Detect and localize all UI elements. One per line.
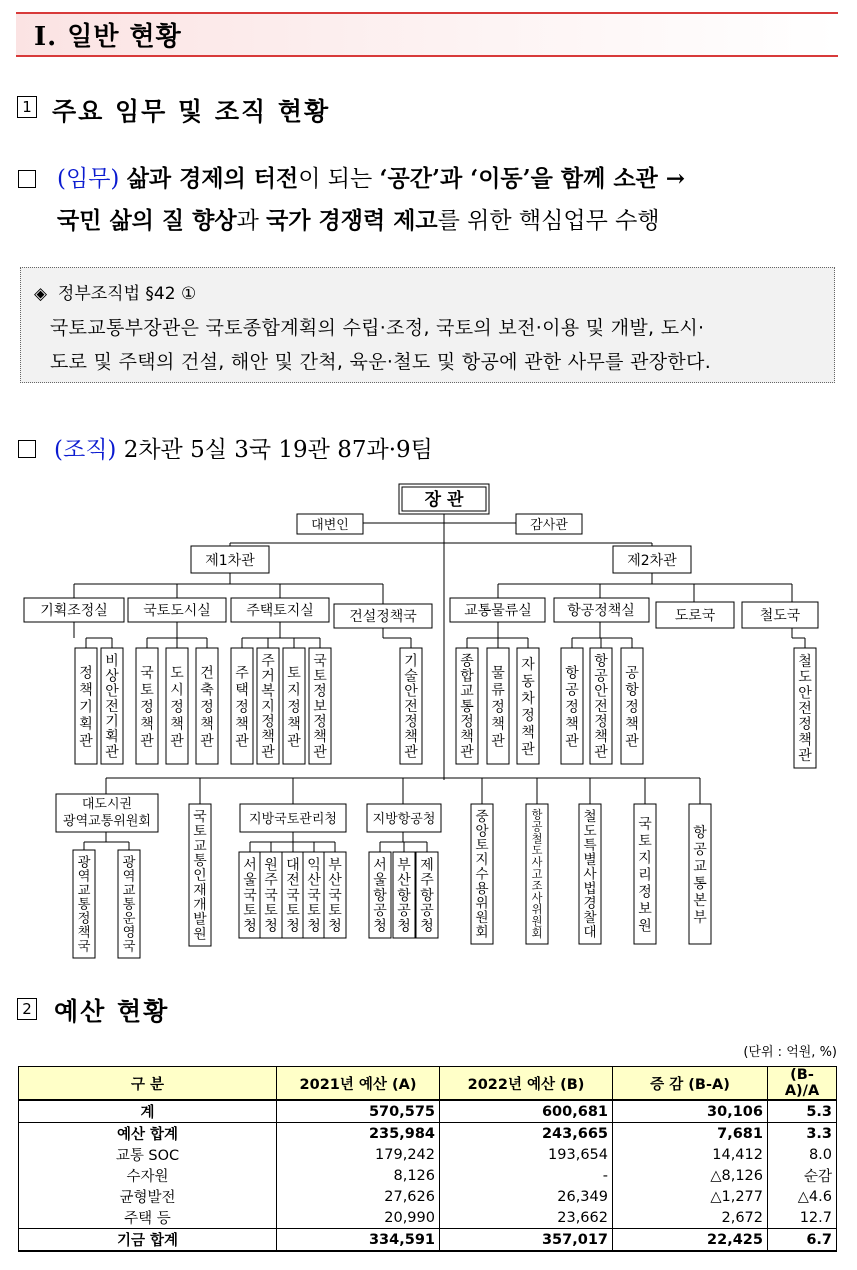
org-vice-minister-2: 제2차관 (627, 553, 677, 569)
cell-diff: 2,672 (613, 1207, 768, 1229)
cell-2021: 570,575 (277, 1100, 440, 1123)
org-office: 기획조정실 (40, 603, 108, 619)
org-regional-aviation-office: 부 산 항 공 청 (397, 857, 411, 935)
cell-rate: 8.0 (768, 1144, 837, 1165)
org-bureau: 주 택 정 책 관 (235, 665, 249, 750)
org-office: 교통물류실 (464, 603, 532, 619)
col-header: 구 분 (19, 1067, 277, 1101)
row-label: 주택 등 (19, 1207, 277, 1229)
table-row (19, 1100, 837, 1123)
cell-2022: 193,654 (440, 1144, 613, 1165)
table-row (19, 1165, 837, 1186)
row-label: 수자원 (19, 1165, 277, 1186)
row-label: 교통 SOC (19, 1144, 277, 1165)
section-number-1: 1 (17, 96, 37, 118)
org-regional-land-office: 익 산 국 토 청 (307, 857, 321, 935)
table-row (19, 1186, 837, 1207)
org-bureau: 주 거 복 지 정 책 관 (261, 653, 275, 761)
table-row (19, 1123, 837, 1145)
org-bureau: 물 류 정 책 관 (491, 665, 505, 750)
org-office: 항공정책실 (567, 603, 635, 619)
org-summary: 2차관 5실 3국 19관 87과·9팀 (123, 437, 433, 463)
row-label: 기금 합계 (19, 1229, 277, 1252)
org-tag: (조직) (54, 437, 117, 463)
mission-tag: (임무) (57, 166, 120, 192)
table-row (19, 1229, 837, 1252)
table-header-row (19, 1067, 837, 1101)
org-bureau: 국 토 정 보 정 책 관 (313, 653, 327, 761)
org-bureau: 자 동 차 정 책 관 (521, 656, 535, 758)
section1-title: 주요 임무 및 조직 현황 (52, 97, 331, 126)
org-bureau: 종 합 교 통 정 책 관 (460, 653, 474, 761)
org-regional-land: 지방국토관리청 (249, 812, 337, 827)
row-label: 균형발전 (19, 1186, 277, 1207)
org-bureau: 국 토 정 책 관 (140, 665, 154, 750)
org-affiliate: 항 공 철 도 사 고 조 사 위 원 회 (531, 808, 543, 940)
org-affiliate: 중 앙 토 지 수 용 위 원 회 (475, 808, 489, 941)
org-regional-land-office: 부 산 국 토 청 (328, 857, 342, 935)
mission-text-2: 과 (236, 208, 267, 234)
law-line-1: 국토교통부장관은 국토종합계획의 수립·조정, 국토의 보전·이용 및 개발, 도시· (50, 317, 705, 339)
org-affiliate: 철 도 특 별 사 법 경 찰 대 (583, 808, 597, 941)
row-label: 예산 합계 (19, 1123, 277, 1145)
org-metro-commission: 대도시권 (81, 797, 133, 812)
org-bureau: 철 도 안 전 정 책 관 (798, 653, 812, 765)
row-label: 계 (19, 1100, 277, 1123)
cell-2021: 8,126 (277, 1165, 440, 1186)
cell-2022: 23,662 (440, 1207, 613, 1229)
section2-title: 예산 현황 (54, 997, 170, 1026)
org-bureau: 비 상 안 전 기 획 관 (105, 653, 119, 761)
cell-2022: 243,665 (440, 1123, 613, 1145)
org-office: 도로국 (674, 608, 716, 624)
org-office: 주택토지실 (246, 603, 314, 619)
cell-rate: 12.7 (768, 1207, 837, 1229)
org-regional-land-office: 원 주 국 토 청 (264, 857, 278, 935)
cell-diff: △8,126 (613, 1165, 768, 1186)
org-bureau: 토 지 정 책 관 (287, 665, 301, 750)
org-spokesperson: 대변인 (311, 518, 349, 533)
org-bureau: 항 공 정 책 관 (565, 665, 579, 750)
mission-text-3: 를 위한 핵심업무 수행 (437, 208, 660, 234)
org-regional-land-office: 서 울 국 토 청 (243, 857, 257, 935)
org-metro-sub: 광 역 교 통 정 책 국 (77, 855, 91, 955)
cell-diff: 22,425 (613, 1229, 768, 1252)
law-title-text: 정부조직법 §42 ① (57, 284, 197, 304)
cell-2021: 179,242 (277, 1144, 440, 1165)
org-regional-land-office: 대 전 국 토 청 (286, 857, 300, 935)
unit-note: (단위 : 억원, %) (743, 1045, 837, 1060)
org-bureau: 정 책 기 획 관 (79, 665, 93, 750)
cell-2022: 26,349 (440, 1186, 613, 1207)
table-row (19, 1207, 837, 1229)
org-bureau: 도 시 정 책 관 (170, 665, 184, 750)
org-vice-minister-1: 제1차관 (205, 553, 255, 569)
mission-text-1: 이 되는 (298, 166, 380, 192)
org-regional-aviation-office: 제 주 항 공 청 (420, 857, 434, 935)
cell-diff: △1,277 (613, 1186, 768, 1207)
section-number-2: 2 (17, 998, 37, 1020)
org-metro-sub: 광 역 교 통 운 영 국 (122, 855, 136, 955)
org-hrd: 국 토 교 통 인 재 개 발 원 (193, 809, 207, 943)
org-minister: 장 관 (424, 490, 464, 510)
budget-table (18, 1066, 837, 1252)
cell-2021: 334,591 (277, 1229, 440, 1252)
org-bureau: 건 축 정 책 관 (200, 665, 214, 750)
table-row (19, 1144, 837, 1165)
col-header: 증 감 (B-A) (613, 1067, 768, 1101)
org-auditor: 감사관 (530, 518, 568, 533)
org-regional-aviation: 지방항공청 (372, 812, 436, 827)
cell-2021: 27,626 (277, 1186, 440, 1207)
org-office: 국토도시실 (143, 603, 211, 619)
org-affiliate: 항 공 교 통 본 부 (693, 824, 707, 926)
cell-rate: 5.3 (768, 1100, 837, 1123)
law-line-2: 도로 및 주택의 건설, 해안 및 간척, 육운·철도 및 항공에 관한 사무를 관장한다. (50, 351, 712, 373)
diamond-icon: ◈ (34, 284, 48, 304)
cell-2022: - (440, 1165, 613, 1186)
org-regional-aviation-office: 서 울 항 공 청 (373, 857, 387, 935)
col-header: (B-A)/A (768, 1067, 837, 1101)
cell-diff: 14,412 (613, 1144, 768, 1165)
mission-highlight-1: 삶과 경제의 터전 (126, 165, 299, 192)
org-bureau: 공 항 정 책 관 (625, 665, 639, 750)
org-affiliate: 국 토 지 리 정 보 원 (638, 816, 652, 935)
cell-2021: 235,984 (277, 1123, 440, 1145)
org-office: 건설정책국 (349, 609, 417, 625)
cell-rate: 순감 (768, 1165, 837, 1186)
page-title: Ⅰ. 일반 현황 (34, 22, 182, 52)
cell-2022: 600,681 (440, 1100, 613, 1123)
cell-rate: 6.7 (768, 1229, 837, 1252)
cell-2021: 20,990 (277, 1207, 440, 1229)
mission-highlight-4: 국가 경쟁력 제고 (266, 207, 438, 234)
org-bureau: 기 술 안 전 정 책 관 (404, 653, 418, 761)
mission-highlight-2: ‘공간’과 ‘이동’을 함께 소관 → (379, 165, 686, 192)
col-header: 2022년 예산 (B) (440, 1067, 613, 1101)
cell-diff: 30,106 (613, 1100, 768, 1123)
mission-highlight-3: 국민 삶의 질 향상 (57, 207, 237, 234)
org-office: 철도국 (759, 608, 801, 624)
cell-diff: 7,681 (613, 1123, 768, 1145)
cell-rate: 3.3 (768, 1123, 837, 1145)
org-bureau: 항 공 안 전 정 책 관 (594, 653, 608, 761)
cell-2022: 357,017 (440, 1229, 613, 1252)
col-header: 2021년 예산 (A) (277, 1067, 440, 1101)
org-metro-commission-2: 광역교통위원회 (63, 814, 151, 829)
cell-rate: △4.6 (768, 1186, 837, 1207)
